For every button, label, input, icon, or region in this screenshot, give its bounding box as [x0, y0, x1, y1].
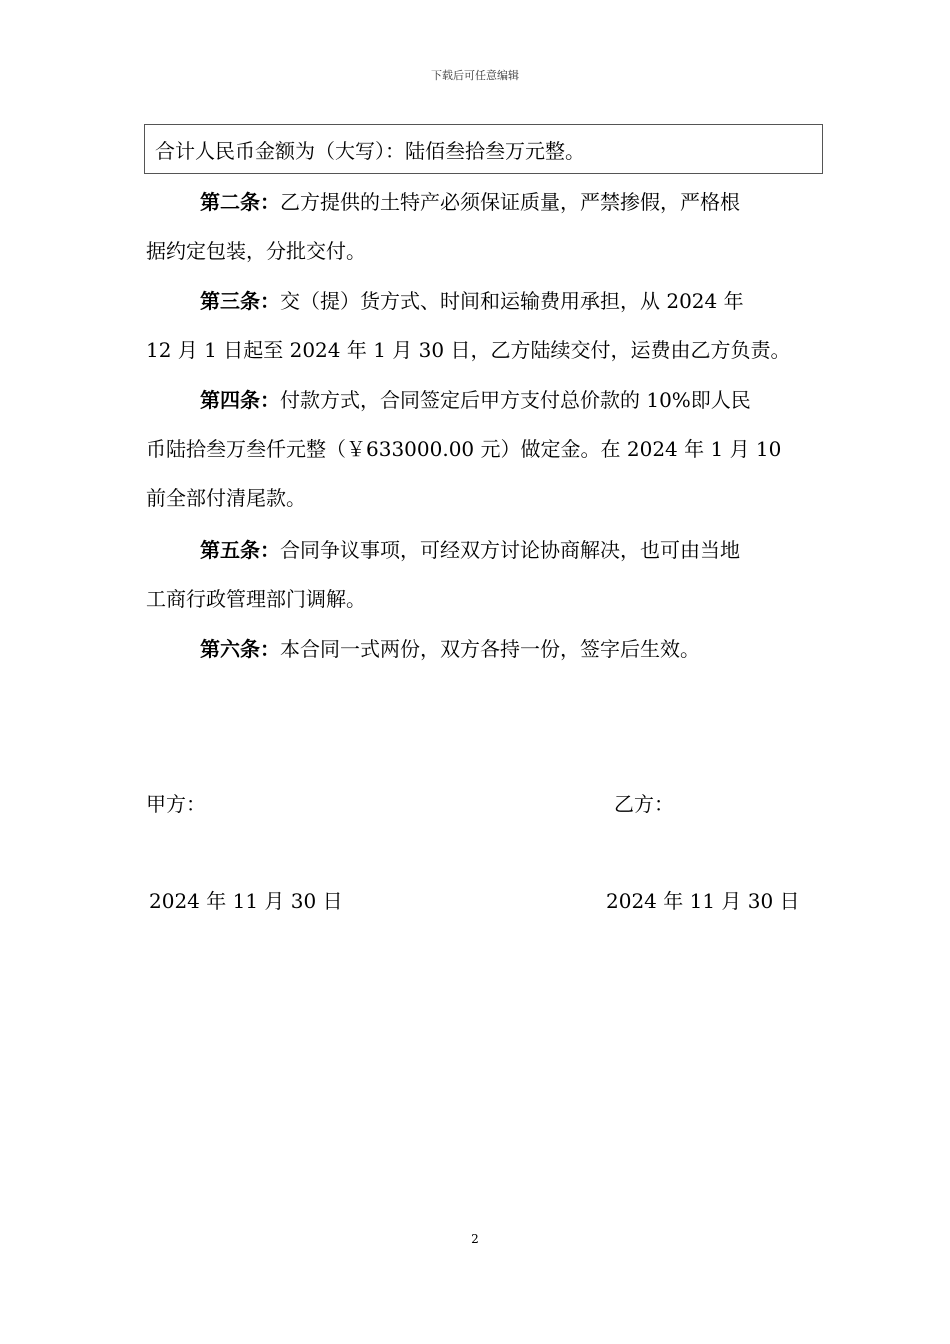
- article-3-label: 第三条：: [200, 289, 280, 313]
- party-a-label: 甲方：: [146, 792, 206, 816]
- article-6-label: 第六条：: [200, 637, 280, 661]
- party-a-date: 2024 年 11 月 30 日: [149, 889, 343, 913]
- article-2-first-line: [146, 178, 811, 227]
- party-b-label: 乙方：: [614, 792, 674, 816]
- article-5: [146, 526, 811, 624]
- header-note: 下载后可任意编辑: [431, 69, 519, 82]
- article-4-text: 付款方式，合同签定后甲方支付总价款的 10%即人民: [280, 388, 751, 412]
- article-4: [146, 376, 811, 523]
- article-4-continuation: 币陆拾叁万叁仟元整（￥633000.00 元）做定金。在 2024 年 1 月 10: [146, 437, 782, 461]
- article-3-text: 交（提）货方式、时间和运输费用承担，从 2024 年: [280, 289, 744, 313]
- party-b-date: 2024 年 11 月 30 日: [606, 889, 800, 913]
- article-5-label: 第五条：: [200, 538, 280, 562]
- article-5-text: 合同争议事项，可经双方讨论协商解决，也可由当地: [280, 538, 740, 562]
- article-2-label: 第二条：: [200, 190, 280, 214]
- article-6-first-line: [146, 625, 811, 674]
- article-5-first-line: [146, 526, 811, 575]
- article-3: [146, 277, 811, 375]
- article-3-continuation: 12 月 1 日起至 2024 年 1 月 30 日，乙方陆续交付，运费由乙方负责。: [146, 338, 791, 362]
- article-2: [146, 178, 811, 276]
- article-4-label: 第四条：: [200, 388, 280, 412]
- article-4-continuation-2: 前全部付清尾款。: [146, 486, 306, 510]
- article-3-first-line: [146, 277, 811, 326]
- page-number: 2: [471, 1232, 479, 1246]
- article-4-first-line: [146, 376, 811, 425]
- article-6-text: 本合同一式两份，双方各持一份，签字后生效。: [280, 637, 700, 661]
- article-2-continuation: 据约定包装，分批交付。: [146, 239, 366, 263]
- article-2-text: 乙方提供的土特产必须保证质量，严禁掺假，严格根: [280, 190, 740, 214]
- article-5-continuation: 工商行政管理部门调解。: [146, 587, 366, 611]
- article-6: [146, 625, 811, 674]
- total-amount-box: 合计人民币金额为（大写）：陆佰叁拾叁万元整。: [144, 124, 823, 174]
